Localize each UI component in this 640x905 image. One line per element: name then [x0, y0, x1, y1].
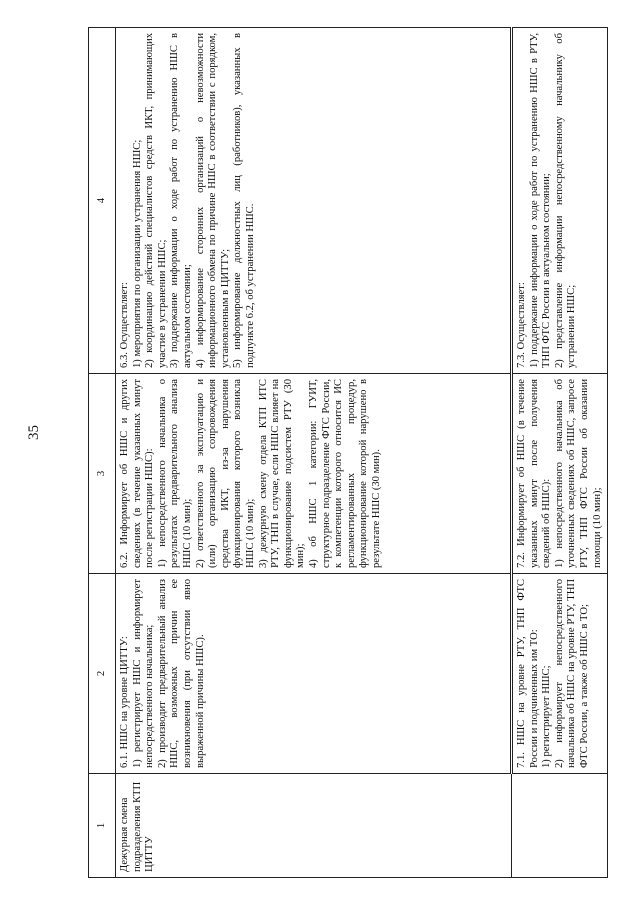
regulation-table-rotated — [88, 28, 608, 878]
empty-cell — [512, 774, 608, 878]
table-row — [116, 28, 512, 878]
page-number: 35 — [26, 425, 42, 440]
actions-cell: 7.3. Осуществляет: 1) поддержание информации о ходе работ по устранению НШС в РТУ, ТНП ФТС России в актуальном состоянии; 2) представление информации непосредственному начальнику об устранении НШС; — [512, 28, 608, 374]
inform-cell: 7.2. Информирует об НШС (в течение указанных минут после получения сведений об НШС): 1) непосредственного начальника об уточненных сведениях об НШС, запросе РТУ, ТНП ФТС России об оказании помощи (10 мин); — [512, 374, 608, 574]
event-cell: 7.1. НШС на уровне РТУ, ТНП ФТС России и подчиненных им ТО: 1) регистрирует НШС; 2) информирует непосредственного начальника об НШС на уровне РТУ, ТНП ФТС России, а также об НШС в ТО; — [512, 574, 608, 774]
event-cell: 6.1. НШС на уровне ЦИТТУ: 1) регистрирует НШС и информирует непосредственного начальника; 2) производит предварительный анализ НШС, возможных причин ее возникновения (при отсутствии явно выраженной причины НШС). — [116, 574, 512, 774]
regulation-table — [88, 27, 608, 878]
inform-cell: 6.2. Информирует об НШС и других сведениях (в течение указанных минут после регистрации НШС): 1) непосредственного начальника о результатах предварительного анализа НШС (10 мин); 2) ответственного за эксплуатацию и (или) организацию сопровождения средства ИКТ, из-за нарушения функционирования которого возникла НШС (10 мин); 3) дежурную смену отдела КТП ИТС РТУ, ТНП в случае, если НШС влияет на функционирование подсистем РТУ (30 мин); 4) об НШС 1 категории: ГУИТ, структурное подразделение ФТС России, к компетенции которого относится ИС регламентированных процедур, функционирование которой нарушено в результате НШС (30 мин). — [116, 374, 512, 574]
actions-cell: 6.3. Осуществляет: 1) мероприятия по организации устранения НШС; 2) координацию действий специалистов средств ИКТ, принимающих участие в устранении НШС; 3) поддержание информации о ходе работ по устранению НШС в актуальном состоянии; 4) информирование сторонних организаций о невозможности информационного обмена по причине НШС в соответствии с порядком, установленным в ЦИТТУ; 5) информирование должностных лиц (работников), указанных в подпункте 6.2, об устранении НШС. — [116, 28, 512, 374]
column-number-3: 3 — [89, 374, 116, 574]
column-number-2: 2 — [89, 574, 116, 774]
column-number-1: 1 — [89, 774, 116, 878]
table-row — [512, 28, 608, 878]
duty-shift-cell: Дежурная смена подразделения КТП ЦИТТУ — [116, 774, 512, 878]
header-row — [89, 28, 116, 878]
column-number-4: 4 — [89, 28, 116, 374]
